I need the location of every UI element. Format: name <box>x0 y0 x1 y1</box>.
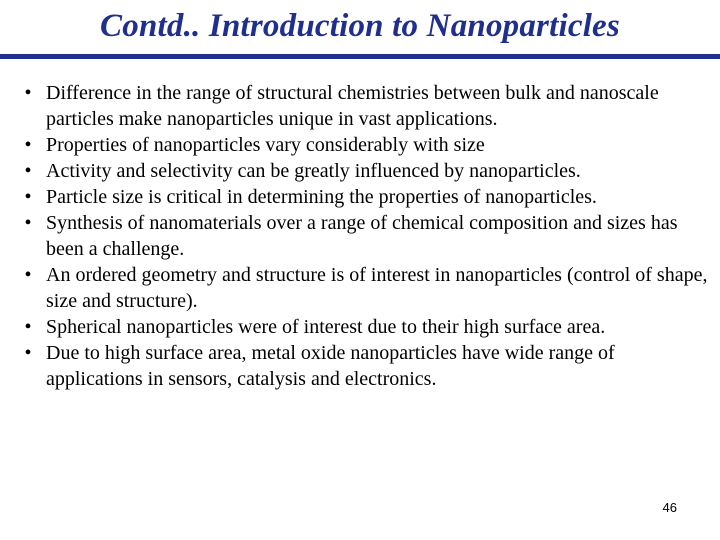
bullet-marker: • <box>24 316 32 338</box>
slide-title: Contd.. Introduction to Nanoparticles <box>100 8 620 44</box>
bullet-text: An ordered geometry and structure is of interest in nanoparticles (control of shape, size and structure). <box>46 264 708 312</box>
bullet-item <box>18 184 708 210</box>
bullet-text: Particle size is critical in determining the properties of nanoparticles. <box>46 186 597 208</box>
bullet-item <box>18 262 708 314</box>
bullet-item <box>18 158 708 184</box>
bullet-text: Activity and selectivity can be greatly influenced by nanoparticles. <box>46 160 581 182</box>
bullet-marker: • <box>24 186 32 208</box>
bullet-text: Difference in the range of structural chemistries between bulk and nanoscale particles make nanoparticles unique in vast applications. <box>46 82 659 130</box>
bullet-item <box>18 340 708 392</box>
bullet-marker: • <box>24 264 32 286</box>
page-number: 46 <box>662 500 677 515</box>
bullet-text: Properties of nanoparticles vary considerably with size <box>46 134 485 156</box>
bullet-marker: • <box>24 212 32 234</box>
bullet-text: Spherical nanoparticles were of interest due to their high surface area. <box>46 316 606 338</box>
bullet-item <box>18 314 708 340</box>
bullet-text: Due to high surface area, metal oxide nanoparticles have wide range of applications in sensors, catalysis and electronics. <box>46 342 615 390</box>
title-underline-rule <box>0 54 720 59</box>
bullet-list <box>18 80 708 392</box>
bullet-marker: • <box>24 160 32 182</box>
bullet-marker: • <box>24 82 32 104</box>
bullet-text: Synthesis of nanomaterials over a range of chemical composition and sizes has been a challenge. <box>46 212 678 260</box>
bullet-item <box>18 132 708 158</box>
bullet-marker: • <box>24 342 32 364</box>
bullet-item <box>18 210 708 262</box>
bullet-marker: • <box>24 134 32 156</box>
bullet-item <box>18 80 708 132</box>
